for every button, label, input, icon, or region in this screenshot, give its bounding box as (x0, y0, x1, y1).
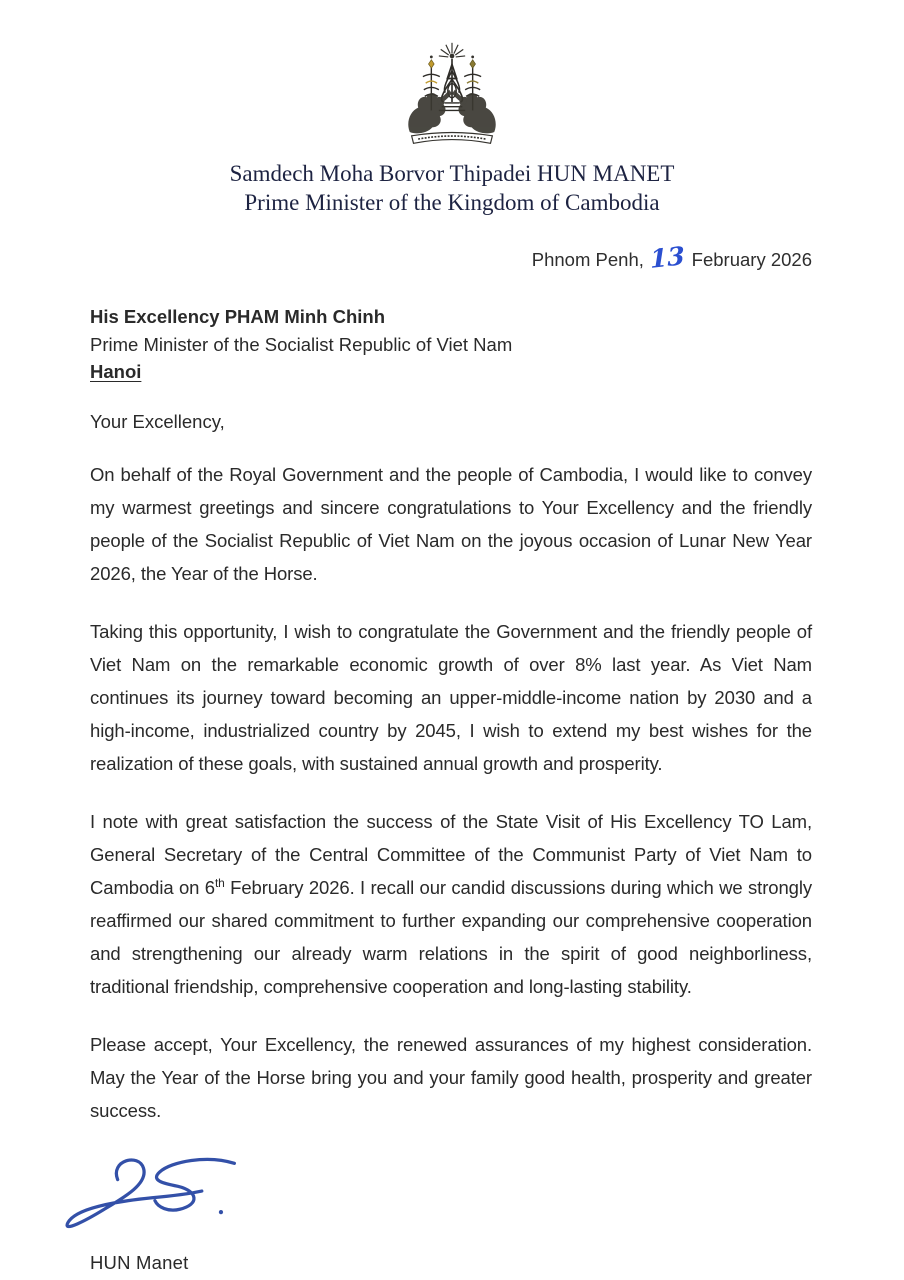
letterhead-name: Samdech Moha Borvor Thipadei HUN MANET (229, 161, 675, 186)
ordinal-superscript: th (214, 875, 225, 890)
paragraph-3-text-continued: February 2026. I recall our candid discussions during which we strongly reaffirmed our shared commitment to further expanding our comprehensive cooperation and strengthening our already warm relations in the spirit of good neighborliness, traditional friendship, comprehensive cooperation and long-lasting stability. (90, 876, 812, 997)
emblem-container (0, 0, 904, 153)
paragraph-1: On behalf of the Royal Government and the people of Cambodia, I would like to convey my warmest greetings and sincere congratulations to Your Excellency and the friendly people of the Socialist Republic of Viet Nam on the joyous occasion of Lunar New Year 2026, the Year of the Horse. (90, 463, 812, 584)
recipient-block (90, 303, 812, 386)
royal-arms-of-cambodia-emblem (400, 40, 504, 148)
paragraph-3 (90, 805, 812, 1003)
right-lion (452, 90, 496, 134)
signature-block (56, 1149, 812, 1274)
recipient-name: His Excellency PHAM Minh Chinh (90, 306, 386, 327)
dateline-place: Phnom Penh, (531, 249, 644, 270)
paragraph-3-text: I note with great satisfaction the success of the State Visit of His Excellency TO Lam, General Secretary of the Central Committee of the Communist Party of Viet Nam to Cambodia on 6 (90, 810, 812, 898)
letter-body (90, 303, 812, 1274)
recipient-city: Hanoi (90, 361, 142, 382)
handwritten-day: 13 (649, 241, 686, 274)
salutation: Your Excellency, (90, 410, 225, 432)
paragraph-4: Please accept, Your Excellency, the renewed assurances of my highest consideration. May the Year of the Horse bring you and your family good health, prosperity and greater success. (90, 1033, 812, 1121)
letterhead (0, 159, 904, 217)
signatory-name: HUN Manet (90, 1251, 189, 1273)
paragraph-2: Taking this opportunity, I wish to congratulate the Government and the friendly people of Viet Nam on the remarkable economic growth of over 8% last year. As Viet Nam continues its journey toward becoming an upper-middle-income nation by 2030 and a high-income, industrialized country by 2045, I wish to extend my best wishes for the realization of these goals, with sustained annual growth and prosperity. (90, 620, 812, 774)
handwritten-signature (56, 1149, 296, 1237)
letterhead-title: Prime Minister of the Kingdom of Cambodia (244, 190, 660, 215)
dateline (0, 241, 812, 274)
left-lion (408, 90, 452, 134)
paragraphs (90, 458, 812, 1127)
dateline-month-year: February 2026 (691, 249, 812, 270)
recipient-title: Prime Minister of the Socialist Republic of Viet Nam (90, 333, 513, 355)
